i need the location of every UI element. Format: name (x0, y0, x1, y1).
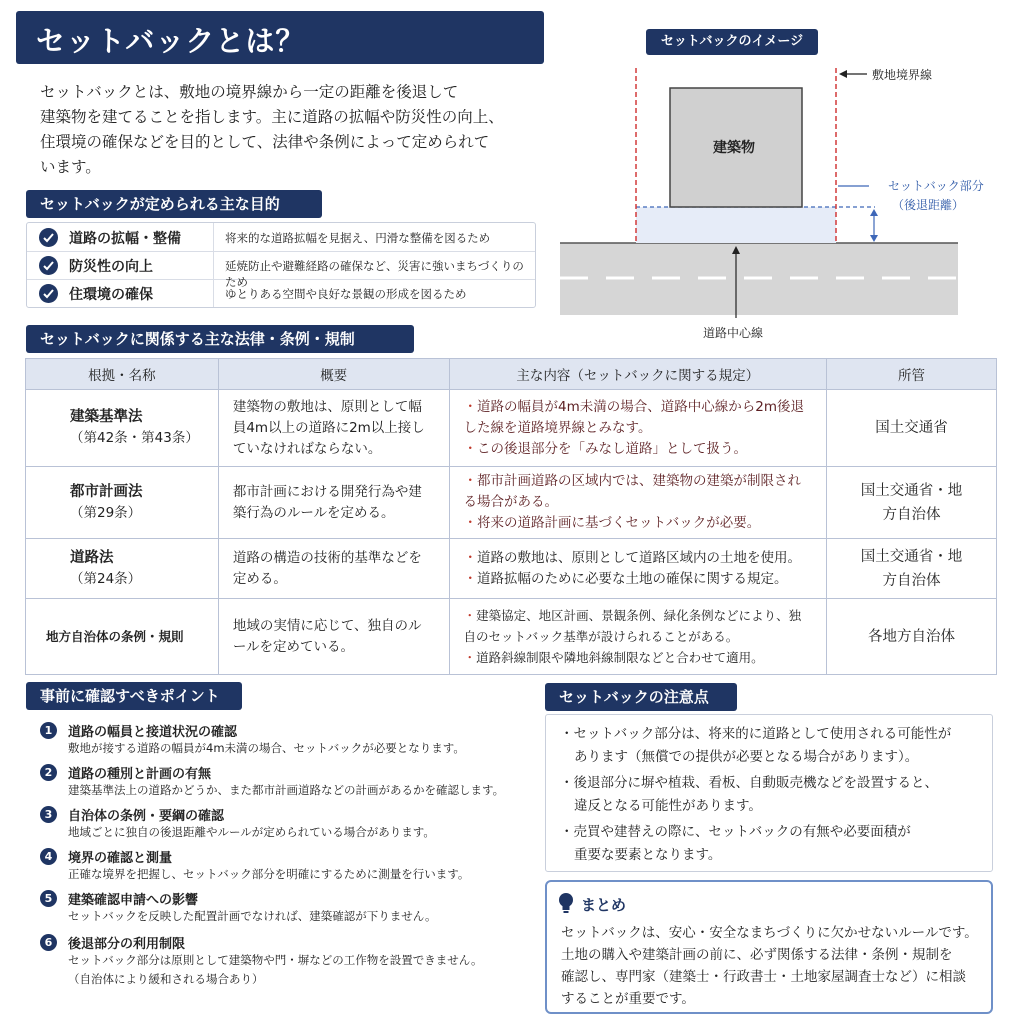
summary-heading: まとめ (581, 896, 627, 914)
number-badge: 3 (40, 806, 57, 823)
point-title: 道路の種別と計画の有無 (68, 767, 212, 782)
law-name-cell (26, 539, 219, 599)
purpose-divider (213, 279, 214, 307)
list-item (560, 723, 980, 769)
law-name: 都市計画法 (70, 483, 143, 500)
law-content (449, 599, 826, 675)
intro-line: セットバックとは、敷地の境界線から一定の距離を後退して (40, 83, 459, 101)
law-name: 道路法 (70, 549, 114, 566)
authority-text: 国土交通省・地方自治体 (860, 548, 963, 589)
content-bullet: ・ 道路の幅員が4m未満の場合、道路中心線から2m後退した線を道路境界線とみなす。 (464, 397, 812, 439)
col-header: 根拠・名称 (26, 359, 219, 390)
boundary-arrowhead (839, 70, 847, 78)
cautions-heading: セットバックの注意点 (545, 683, 737, 711)
check-circle-icon (39, 284, 58, 303)
law-summary: 道路の構造の技術的基準などを定める。 (218, 539, 449, 599)
summary-line: することが重要です。 (561, 991, 695, 1007)
number-badge: 1 (40, 722, 57, 739)
purpose-name: 道路の拡幅・整備 (69, 231, 181, 247)
lightbulb-icon (557, 892, 575, 914)
law-name: 地方自治体の条例・規則 (46, 629, 184, 644)
table-row (26, 599, 997, 675)
table-row (26, 539, 997, 599)
col-header: 主な内容（セットバックに関する規定） (449, 359, 826, 390)
page-title-bar (16, 11, 544, 64)
point-desc: （自治体により緩和される場合あり） (68, 972, 264, 986)
summary-line: 確認し、専門家（建築士・行政書士・土地家屋調査士など）に相談 (561, 969, 966, 985)
content-bullet: ・ 建築協定、地区計画、景観条例、緑化条例などにより、独自のセットバック基準が設けられることがある。 (464, 605, 812, 647)
col-header: 概要 (218, 359, 449, 390)
point-title: 後退部分の利用制限 (68, 937, 186, 952)
caution-line: ・売買や建替えの際に、セットバックの有無や必要面積が (560, 824, 911, 840)
caution-line: ・後退部分に塀や植栽、看板、自動販売機などを設置すると、 (560, 775, 938, 791)
purpose-divider (213, 251, 214, 279)
number-badge: 5 (40, 890, 57, 907)
laws-header-row (26, 359, 997, 390)
check-circle-icon (39, 228, 58, 247)
law-summary: 都市計画における開発行為や建築行為のルールを定める。 (218, 467, 449, 539)
point-title: 境界の確認と測量 (68, 851, 173, 866)
purpose-row (27, 223, 535, 252)
law-authority: 国土交通省 (827, 390, 997, 467)
law-content (449, 390, 826, 467)
purpose-name: 住環境の確保 (69, 287, 153, 303)
law-content (449, 467, 826, 539)
law-name-cell (26, 599, 219, 675)
setback-strip (636, 207, 836, 243)
setback-arrowhead-top (870, 209, 878, 216)
content-bullet: ・ 将来の道路計画に基づくセットバックが必要。 (464, 513, 812, 534)
cautions-box (545, 714, 993, 872)
col-header: 所管 (827, 359, 997, 390)
diagram-label: セットバックのイメージ (646, 29, 818, 55)
intro-line: 住環境の確保などを目的として、法律や条例によって定められて (40, 133, 490, 151)
point-desc: 敷地が接する道路の幅員が4m未満の場合、セットバックが必要となります。 (68, 741, 465, 755)
number-badge: 4 (40, 848, 57, 865)
purpose-row (27, 279, 535, 307)
intro-text (40, 80, 540, 180)
purpose-name: 防災性の向上 (69, 259, 153, 275)
law-content (449, 539, 826, 599)
page-title: セットバックとは？ (36, 24, 306, 58)
content-bullet: ・ 道路拡幅のために必要な土地の確保に関する規定。 (464, 569, 812, 590)
purpose-table (26, 222, 536, 308)
point-desc: 建築基準法上の道路かどうか、また都市計画道路などの計画があるかを確認します。 (68, 783, 505, 797)
list-item (560, 821, 980, 867)
intro-line: います。 (40, 158, 101, 176)
law-sub: （第42条・第43条） (70, 430, 199, 446)
caution-line: ・セットバック部分は、将来的に道路として使用される可能性が (560, 726, 952, 742)
purpose-desc: 延焼防止や避難経路の確保など、災害に強いまちづくりのため (225, 259, 524, 289)
authority-text: 国土交通省・地方自治体 (860, 482, 963, 523)
summary-text (561, 922, 986, 1010)
number-badge: 2 (40, 764, 57, 781)
caution-line: 違反となる可能性があります。 (574, 798, 762, 814)
law-name: 建築基準法 (70, 409, 143, 425)
intro-line: 建築物を建てることを指します。主に道路の拡幅や防災性の向上、 (40, 108, 504, 126)
points-heading: 事前に確認すべきポイント (26, 682, 242, 710)
caution-line: あります（無償での提供が必要となる場合があります）。 (574, 749, 919, 765)
centerline-label: 道路中心線 (703, 326, 764, 340)
summary-box (545, 880, 993, 1014)
table-row (26, 467, 997, 539)
purpose-desc: ゆとりある空間や良好な景観の形成を図るため (225, 287, 467, 301)
laws-table (25, 358, 997, 675)
laws-heading: セットバックに関係する主な法律・条例・規制 (26, 325, 414, 353)
law-name-cell (26, 467, 219, 539)
content-bullet: ・ 道路の敷地は、原則として道路区域内の土地を使用。 (464, 548, 812, 569)
number-badge: 6 (40, 934, 57, 951)
summary-line: セットバックは、安心・安全なまちづくりに欠かせないルールです。 (561, 925, 978, 941)
content-bullet: ・ 都市計画道路の区域内では、建築物の建築が制限される場合がある。 (464, 471, 812, 513)
setback-sub-label: （後退距離） (892, 198, 965, 212)
law-sub: （第24条） (70, 570, 142, 587)
purpose-divider (213, 223, 214, 251)
purpose-heading: セットバックが定められる主な目的 (26, 190, 322, 218)
point-title: 建築確認申請への影響 (68, 893, 199, 908)
list-item (560, 772, 980, 818)
law-authority (827, 467, 997, 539)
law-summary: 地域の実情に応じて、独自のルールを定めている。 (218, 599, 449, 675)
content-bullet: ・ この後退部分を「みなし道路」として扱う。 (464, 439, 812, 460)
caution-line: 重要な要素となります。 (574, 847, 722, 863)
law-authority: 各地方自治体 (827, 599, 997, 675)
purpose-row (27, 251, 535, 289)
point-desc: セットバックを反映した配置計画でなければ、建築確認が下りません。 (68, 909, 437, 923)
building-label: 建築物 (713, 140, 755, 156)
setback-label: セットバック部分 (888, 179, 984, 193)
setback-arrowhead-bottom (870, 235, 878, 242)
point-desc: 正確な境界を把握し、セットバック部分を明確にするために測量を行います。 (68, 867, 470, 881)
point-desc: 地域ごとに独自の後退距離やルールが定められている場合があります。 (68, 825, 435, 839)
point-title: 自治体の条例・要綱の確認 (68, 809, 225, 824)
law-name-cell (26, 390, 219, 467)
summary-line: 土地の購入や建築計画の前に、必ず関係する法律・条例・規制を (561, 947, 953, 963)
law-summary: 建築物の敷地は、原則として幅員4m以上の道路に2m以上接していなければならない。 (218, 390, 449, 467)
check-circle-icon (39, 256, 58, 275)
point-title: 道路の幅員と接道状況の確認 (68, 725, 238, 740)
point-desc: セットバック部分は原則として建築物や門・塀などの工作物を設置できません。 (68, 953, 483, 967)
law-sub: （第29条） (70, 504, 142, 521)
table-row (26, 390, 997, 467)
content-bullet: ・ 道路斜線制限や隣地斜線制限などと合わせて適用。 (464, 647, 812, 668)
purpose-desc: 将来的な道路拡幅を見据え、円滑な整備を図るため (225, 231, 491, 245)
boundary-label: 敷地境界線 (872, 68, 933, 82)
law-authority (827, 539, 997, 599)
